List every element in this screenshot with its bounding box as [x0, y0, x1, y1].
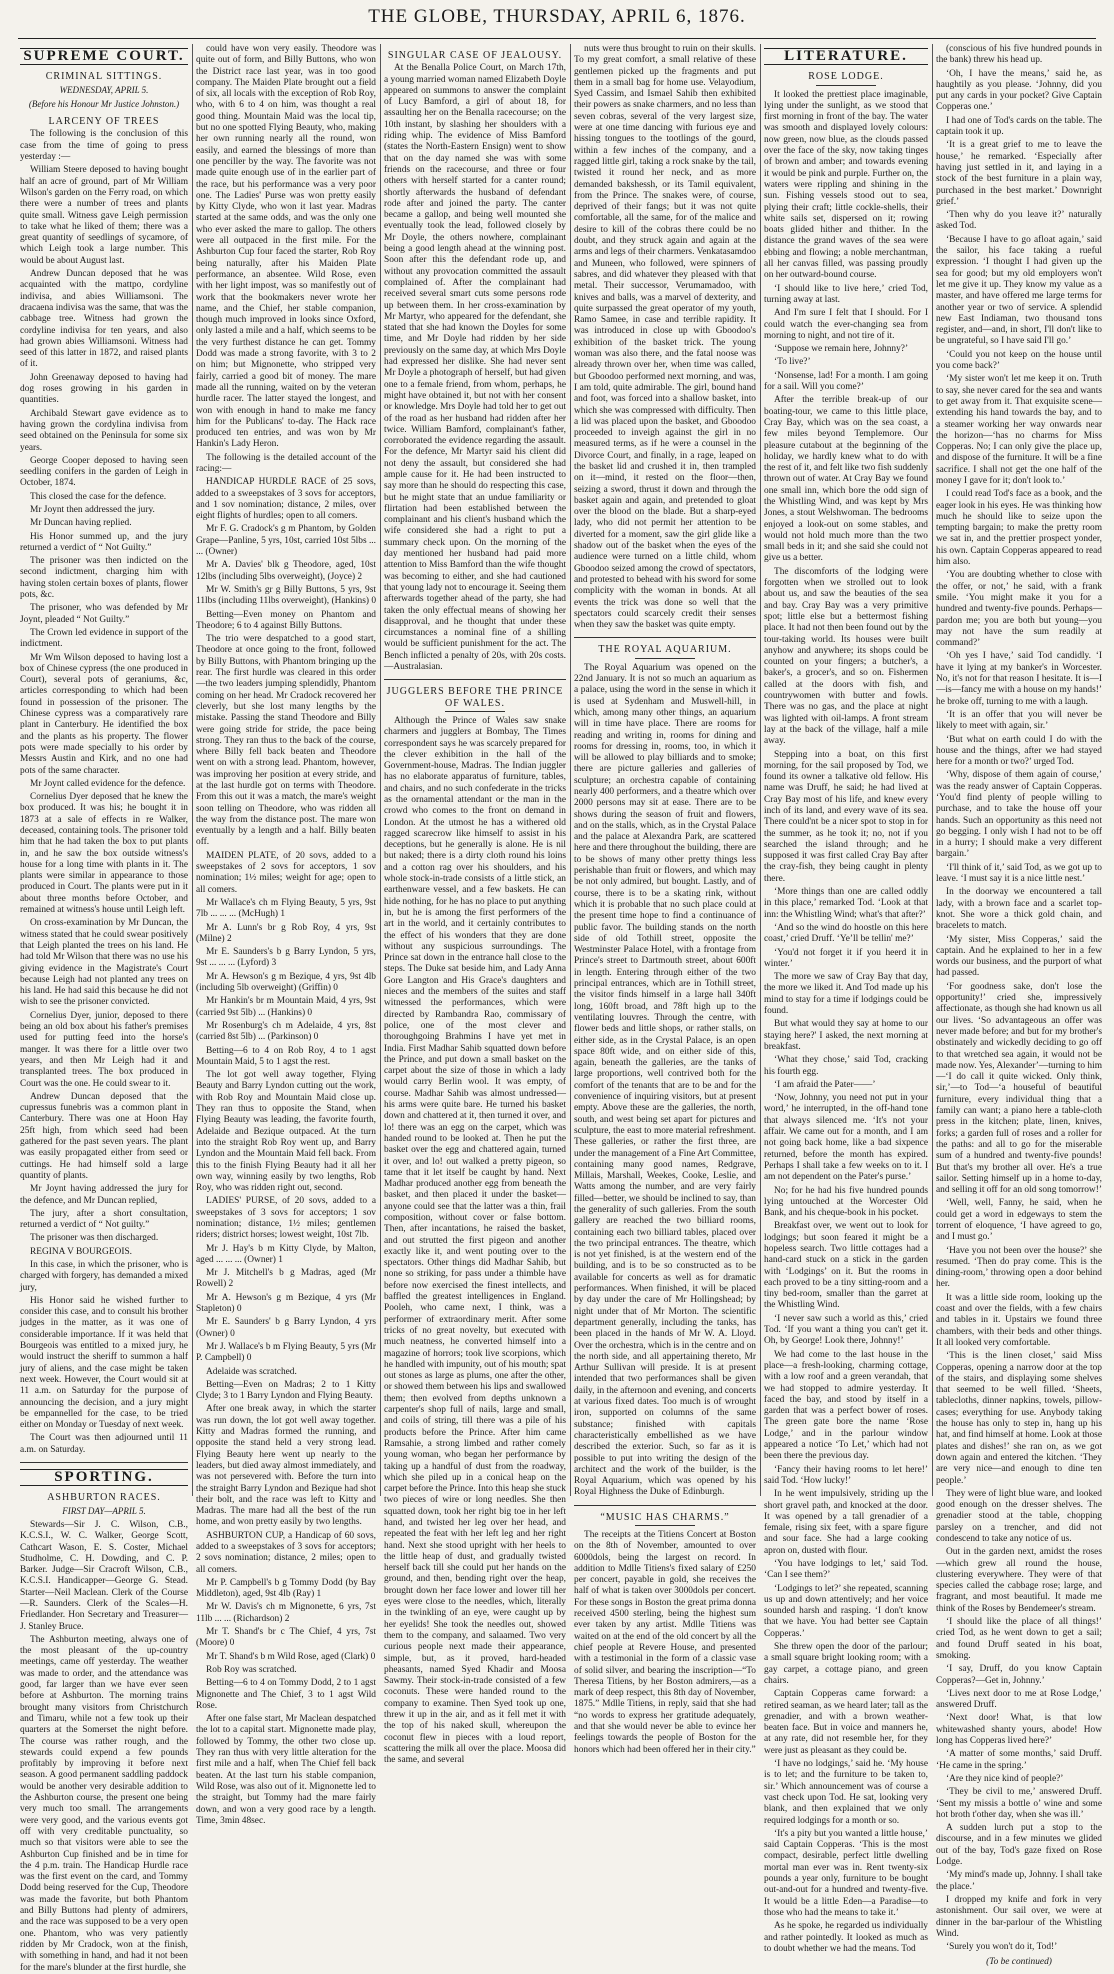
- paragraph: LADIES' PURSE, of 20 sovs, added to a sweepstakes of 3 sovs for acceptors; 1 sov nomination; distance, 1½ miles; gentlemen riders; district horses; lowest weight, 10st 7lb.: [196, 1196, 376, 1241]
- paragraph: Mr T. Shand's b m Wild Rose, aged (Clark) 0: [206, 1651, 376, 1662]
- paragraph: The prisoner was then discharged.: [30, 1233, 159, 1244]
- article-body: [20, 129, 188, 1456]
- paragraph: ‘Then why do you leave it?’ naturally asked Tod.: [936, 210, 1102, 232]
- paragraph: ‘A matter of some months,’ said Druff. ‘He came in the spring.’: [936, 1749, 1102, 1771]
- paragraph: No; for he had his five hundred pounds lying untouched at the Worcester Old Bank, and his cheque-book in his pocket.: [764, 1185, 928, 1219]
- paragraph: ‘Could you not keep on the house until you come back?’: [936, 349, 1102, 372]
- paragraph: ‘And so the wind do hoostle on this here coast,’ cried Druff. ‘Ye’ll be tellin' me?’: [764, 922, 928, 945]
- paragraph: Stewards—Sir J. C. Wilson, C.B., K.C.S.I., W. C. Walker, George Scott, Cathcart Wason, E. S. Coster, Michael Studholme, C. H. Dowding, and C. P. Barker. Judge—Sir Cracroft Wilson, C.B., K.C.S.I. Handicapper—George G. Stead. Starter—Neil Maclean. Clerk of the Course—R. Saunders. Clerk of the Scales—H. Friedlander. Hon Secretary and Treasurer—J. Stanley Bruce.: [20, 1519, 188, 1632]
- paragraph: His Honor said he wished further to consider this case, and to consult his brother judges in the matter, as it was one of considerable importance. If it was held that Bourgeois was entitled to a mixed jury, he would instruct the sheriff to summon a half jury of aliens, and the case might be taken next week. However, the Court would sit at 11 a.m. on Saturday for the purpose of announcing the decision, and a jury might be empannelled for the case, to be tried either on Monday or Tuesday of next week.: [20, 1295, 188, 1431]
- column-6: [936, 44, 1102, 1968]
- paragraph: ‘Lodgings to let?’ she repeated, scanning us up and down attentively; and her voice sounded harsh and rasping. ‘I don't know that we have. You had better see Captain Copperas.’: [764, 1583, 928, 1639]
- paragraph: I could read Tod's face as a book, and the eager look in his eyes. He was thinking how much he should like to seize upon the tempting bargain; to make the pretty room we sat in, and the prettier prospect yonder, his own. Captain Copperas appeared to read him also.: [936, 489, 1102, 568]
- paragraph: Although the Prince of Wales saw snake charmers and jugglers at Bombay, The Times correspondent says he was scarcely prepared for the clever exhibition in the hall of the Government-house, Madras. The Indian juggler has no elaborate apparatus of furniture, tables, and chairs, and no such confederate in the tricks as the ornamental attendant or the man in the crowd who comes to the front on demand in London. At the utmost he has a withered old ragged scarecrow like himself to assist in his deceptions, but he generally is alone. He is nil but naked; there is a dirty cloth round his loins and a cotton rag over his shoulders, and his whole stock-in-trade consists of a little stick, an earthenware vessel, and a few baskets. He can hide nothing, for he has no place to put anything in, but he is among the first performers of the art in the world, and it certainly contributes to the effect of his wonders that they are done without any suspicious surroundings. The Prince sat down in the entrance hall close to the steps. The Duke sat beside him, and Lady Anna Gore Langton and His Grace's daughters and nieces and the members of the suites and staff witnessed the performances, which were directed by Rambandra Rao, commissary of police, one of the most clever and thoroughgoing Brahmins I have yet met in India. First Madhar Sahib squatted down before the Prince, and put down a small basket on the carpet about the size of those in which a lady would carry Berlin wool. It was empty, of course. Madhar Sahib was almost undressed—his arms were quite bare. He turned his basket down and chattered at it, then turned it over, and lo! there was an egg on the carpet, which was handed round to be looked at. Then he put the basket over the egg and chattered again, turned it over, and lo! out walked a pretty pigeon, so tame that it let itself be caught by hand. Next Madhar produced another egg from beneath the basket, and then placed it under the basket—anyone could see that the latter was a thin, frail composition, without cover or false bottom. Then, after incantations, he raised the basket, and out strutted the first pigeon and another exactly like it, and went pouting over to the spectators. Other things did Madhar Sahib, but none so striking, for pass under a thimble have before now exercised the finest intellects, and baffled the greatest intelligences in England. Pooleh, who came next, I think, was a performer of extraordinary merit. After some tricks of no great novelty, but executed with much neatness, he converted himself into a magazine of horrors; took live scorpions, which he handled with impunity, out of his mouth; spat out stones as large as plums, one after the other, or showed them between his lips and swallowed them; then evolved from depths unknown a carpenter's shop full of nails, large and small, and coils of string, till there was a pile of his products before the Prince. After him came Ramsahie, a strong limbed and rather comely young woman, who began her performance by taking up a handful of dust from the roadway, which she piled up in a conical heap on the carpet before the Prince. Into this heap she stuck two pieces of wire or long needles. She then squatted down, took her right big toe in her left hand, and twisted her leg over her head, and repeated the feat with her left leg and her right hand. Next she stood upright with her heels to the little heap of dust, and gradually twisted herself back till she could put her hands on the ground, and then, bending right over the heap, brought down her face lower and lower till her eyes were close to the needles, which, literally in the twinkling of an eye, were caught up by her eyelids! She took the needles out, showed them to the company, and salaamed. Two very curious people next made their appearance, simple, but, as it proved, hard-headed pheasants, named Syed Khadir and Moosa Sawmy. Their stock-in-trade consisted of a few coconuts. These were handed round to the company to examine. Then Syed took up one, threw it up in the air, and as it fell met it with the top of his naked skull, whereupon the coconut flew in pieces with a loud report, scattering the milk all over the place. Moosa did the same, and several: [384, 715, 566, 1766]
- paragraph: It looked the prettiest place imaginable, lying under the sunlight, as we stood that first morning in front of the bay. The water was smooth and displayed lovely colours: now green, now blue, as the clouds passed over the face of the sky, now taking tinges of brown and amber; and towards evening it would be pink and purple. Further on, the waters were rippling and shining in the sun. Fishing vessels stood out to sea, plying their craft; little cockle-shells, their white sails set, dispersed on it; rowing boats glided hither and thither. In the distance the grand waves of the sea were ebbing and flowing; a noble merchantman, all her canvas filled, was passing proudly on her outward-bound course.: [764, 89, 928, 281]
- paragraph: ‘They be civil to me,’ answered Druff. ‘Sent my missis a bottle o’ wine and some hot broth t'other day, when she was ill.’: [936, 1787, 1102, 1820]
- paragraph: They were of light blue ware, and looked good enough on the dresser shelves. The grenadier stood at the table, chopping parsley on a trencher, and did not condescend to take any notice of us.: [936, 1488, 1102, 1544]
- paragraph: On cross-examination by Mr Duncan, the witness stated that he could swear positively that Leigh planted the trees on his land. He had told Mr Wilson that there was no use his giving evidence in the Magistrate's Court because Leigh had not planted any trees on his land. He had said this because he did not wish to see the prisoner convicted.: [20, 918, 188, 1008]
- paragraph: The jury, after a short consultation, returned a verdict of “ Not guilty.”: [20, 1208, 188, 1231]
- paragraph: REGINA V BOURGEOIS.: [30, 1246, 133, 1257]
- column-2: [196, 44, 377, 1826]
- paragraph: ‘Because I have to go afloat again,’ said the sailor, his face taking a rueful expression. ‘I thought I had given up the sea for good; but my old employers won't let me give it up. They know my value as a master, and have offered me large terms for another year or two of service. A splendid new East Indiaman, two thousand tons register, and—and, in short, I'll don't like to be ungrateful, so I have said I'll go.’: [936, 234, 1102, 347]
- paragraph: William Steere deposed to having bought half an acre of ground, part of Mr William Wilson's garden on the Ferry road, on which there were a number of trees and plants quite small. Witness gave Leigh permission to take what he liked of them; there was a great quantity of seedlings of sycamore, of which Leigh took a large number. This would be about August last.: [20, 165, 188, 266]
- paragraph: I had one of Tod's cards on the table. The captain took it up.: [936, 115, 1102, 138]
- paragraph: Mr W. Smith's gr g Billy Buttons, 5 yrs, 9st 11lbs (including 11lbs overweight), (Hankins) 0: [196, 584, 377, 607]
- paragraph: George Cooper deposed to having seen seedling conifers in the garden of Leigh in October, 1874.: [20, 455, 188, 489]
- paragraph: Breakfast over, we went out to look for lodgings; but soon feared it might be a hopeless search. Two little cottages had a hand-card stuck on a stick in the garden with ‘Lodgings’ on it. But the rooms in each proved to be a tiny sitting-room and a tiny bed-room, smaller than the garret at the Whistling Wind.: [764, 1221, 928, 1311]
- paragraph: ‘I am afraid the Pater——’: [774, 1079, 876, 1090]
- article-body: [936, 44, 1102, 1953]
- paragraph: The trio were despatched to a good start, Theodore at once going to the front, followed by Billy Buttons, with Phantom bringing up the rear. The first hurdle was cleared in this order—the two leaders jumping splendidly, Phantom coming on her head. Mr Cradock recovered her cleverly, but she lost many lengths by the mistake. Passing the stand Theodore and Billy were going stride for stride, the pace being strong. They ran thus to the back of the course, where Billy fell back beaten and Theodore went on with a strong lead. Phantom, however, was improving her position at every stride, and at the last hurdle got on terms with Theodore. From this out it was a match, the mare's weight soon telling on Theodore, who was ridden all the way from the distance post. The mare won eventually by a length and a half. Billy beaten off.: [196, 634, 376, 848]
- paragraph: The Court was then adjourned until 11 a.m. on Saturday.: [20, 1433, 188, 1455]
- title-rule: [635, 658, 695, 659]
- paragraph: ‘It's a pity but you wanted a little house,’ said Captain Copperas. ‘This is the most compact, desirable, perfect little dwelling mortal man ever was in. Rent twenty-six pounds a year only, furniture to be bought out-and-out for a hundred and twenty-five. It would be a little Eden—a Paradise—to those who had the means to take it.’: [764, 1828, 928, 1918]
- paragraph: ‘Well, well, Fanny, he said, when he could get a word in edgeways to stem the torrent of eloquence, ‘I have agreed to go, and I must go.’: [936, 1198, 1102, 1243]
- paragraph: Captain Copperas came forward: a retired seaman, as we heard later; tall as the grenadier, and with a brown weather-beaten face. But in voice and manners he, at any rate, did not resemble her, for they were just as pleasant as they could be.: [764, 1689, 928, 1756]
- paragraph: Mr Hankin's br m Mountain Maid, 4 yrs, 9st (carried 9st 5lb) ... (Hankins) 0: [196, 996, 376, 1018]
- paragraph: ‘My sister won't let me keep it on. Truth to say, she never cared for the sea and wants to get away from it. That exquisite scene—extending his hand towards the bay, and to a steamer working her way onwards near the horizon—‘has no charms for Miss Copperas. No; I can only give the place up, and dispose of the furniture. It will be a fine sacrifice. I shall not get the one half of the money I gave for it; don't look to.’: [936, 374, 1102, 486]
- paragraph: Betting—Even on Madras; 2 to 1 Kitty Clyde; 3 to 1 Barry Lyndon and Flying Beauty.: [196, 1379, 376, 1402]
- column-divider: [760, 44, 761, 1496]
- paragraph: Mr Duncan having replied.: [30, 518, 132, 529]
- paragraph: HANDICAP HURDLE RACE of 25 sovs, added to a sweepstakes of 3 sovs for acceptors, and 1 sov nomination; distance, 2 miles, over eight flights of hurdles; open to all comers.: [196, 477, 376, 522]
- paragraph: Mr J. Mitchell's b g Madras, aged (Mr Rowell) 2: [196, 1268, 376, 1290]
- paragraph: I dropped my knife and fork in very astonishment. Our sail over, we were at dinner in the bar-parlour of the Whistling Wind.: [936, 1894, 1102, 1939]
- paragraph: In the doorway we encountered a tall lady, with a brown face and a scarlet top-knot. She wore a thick gold chain, and bracelets to match.: [936, 887, 1102, 932]
- paragraph: Mr E. Saunders' b g Barry Lyndon, 4 yrs (Owner) 0: [196, 1317, 376, 1339]
- paragraph: Cornelius Dyer deposed that he knew the box produced. It was his; he bought it in 1873 at a sale of effects in re Walker, deceased, containing tools. The prisoner told him that he had taken the box to put plants in, and he saw the box outside witness's house for a long time with plants in it. The plants were similar in appearance to those produced in Court. The plants were put in it about three months before October, and remained at witness's house until Leigh left.: [20, 792, 188, 916]
- article-body: [384, 716, 566, 1767]
- paragraph: ‘My mind's made up, Johnny. I shall take the place.’: [936, 1870, 1102, 1892]
- article-title: SINGULAR CASE OF JEALOUSY.: [387, 50, 563, 61]
- paragraph: Archibald Stewart gave evidence as to having grown the cordylina indivisa from seed obtained on the Peninsula for some six years.: [20, 408, 188, 453]
- article-body: [196, 44, 376, 1827]
- paragraph: ‘My sister, Miss Copperas,’ said the captain. And he explained to her in a few words our business, and the purport of what had passed.: [936, 934, 1102, 979]
- paragraph: We had come to the last house in the place—a fresh-looking, charming cottage, with a low roof and a green verandah, that we had stopped to admire yesterday. It faced the bay, and stood by itself in a garden that was a perfect bower of roses. The green gate bore the name ‘Rose Lodge,’ and in the parlour window appeared a notice ‘To Let,’ which had not been there the previous day.: [764, 1349, 928, 1462]
- paragraph: Betting—6 to 4 on Rob Roy, 4 to 1 agst Mountain Maid, 5 to 1 agst the rest.: [196, 1045, 376, 1067]
- paragraph: ‘I should like the place of all things!’ cried Tod, as he went down to get a sail; and found Druff seated in his boat, smoking.: [936, 1617, 1102, 1661]
- paragraph: Mr F. G. Cradock's g m Phantom, by Golden Grape—Panline, 5 yrs, 10st, carried 10st 5lbs ... ... (Owner): [196, 524, 376, 558]
- paragraph: Mr J. Wallace's b m Flying Beauty, 5 yrs (Mr P. Campbell) 0: [196, 1341, 376, 1364]
- paragraph: ASHBURTON CUP, a Handicap of 60 sovs, added to a sweepstakes of 3 sovs for acceptors; 2 sovs nomination; distance, 2 miles; open to all comers.: [196, 1530, 376, 1575]
- article-title: ROSE LODGE.: [808, 71, 884, 83]
- paragraph: Andrew Duncan deposed that the cupressus funebris was a common plant in Canterbury. There was one at Hoon Hay 25ft high, from which seed had been gathered for the past seven years. The plant was easily propagated either from seed or cuttings. He had himself sold a large quantity of plants.: [20, 1091, 188, 1181]
- paragraph: At the Benalla Police Court, on March 17th, a young married woman named Elizabeth Doyle appeared on summons to answer the complaint of Lucy Bamford, a girl of about 18, for assaulting her on the Benalla racecourse; on the 10th instant, by slashing her shoulders with a riding whip. The evidence of Miss Bamford (states the North-Eastern Ensign) went to show that on the day named she was with some friends on the racecourse, and three or four others with herself started for a canter round; shortly afterwards the husband of defendant rode after and joined the party. The canter became a gallop, and being well mounted she eventually took the lead, followed closely by Mr Doyle, the others nowhere, complainant being a good length ahead at the winning post. Soon after this the defendant rode up, and without any provocation committed the assault complained of. After the complainant had received several smart cuts some persons rode up between them. In her cross-examination by Mr Martyr, who appeared for the defendant, she stated that she had known the Doyles for some time, and Mr Doyle had ridden by her side previously on the same day, at which Mrs Doyle had expressed her dislike. She had never sent Mr Doyle a photograph of herself, but had given one to a female friend, from whom, perhaps, he might have obtained it, but not with her consent or knowledge. Mrs Doyle had told her to get out of the road as her husband had ridden after her twice. William Bamford, complainant's father, corroborated the evidence regarding the assault. For the defence, Mr Martyr said his client did not deny the assault, but considered she had ample cause for it. He had been instructed to say more than he should do respecting this case, but he might state that an undue familiarity or flirtation had been established between the complainant and his client's husband which the wife considered she had a right to put a summary check upon. On the morning of the day mentioned her husband had paid more attention to Miss Bamford than the wife thought was becoming to either, and she had cautioned that young lady not to encourage it. Seeing them afterwards together ahead of the party, she had taken the only effectual means of showing her disapproval, and he thought that under these circumstances a nominal fine of a shilling would be sufficient punishment for the act. The Bench inflicted a penalty of 20s, with 20s costs.—Australasian.: [384, 63, 566, 673]
- paragraph: (conscious of his five hundred pounds in the bank) threw his head up.: [936, 44, 1102, 66]
- subheading: CRIMINAL SITTINGS.: [45, 71, 163, 83]
- paragraph: The lot got well away together, Flying Beauty and Barry Lyndon cutting out the work, with Rob Roy and Mountain Maid close up. They ran thus to opposite the Stand, when Flying Beauty was leading, the favorite fourth, Adelaide and Bezique outpaced. At the turn into the straight Rob Roy went up, and Barry Lyndon and the Mountain Maid fell back. From this to the finish Flying Beauty had it all her own way, winning easily by two lengths, Rob Roy, who was ridden right out, second.: [196, 1070, 376, 1194]
- paragraph: The following is the detailed account of the racing:—: [196, 452, 376, 474]
- paragraph: Stepping into a boat, on this first morning, for the sail proposed by Tod, we found its owner a talkative old fellow. His name was Druff, he said; he had lived at Cray Bay most of his life, and knew every inch of its land, and every wave of its sea. There could'nt be a nicer spot to stop in for the summer, as he took it; no, not if you searched the island through; and he supposed it was first called Cray Bay after the cray-fish, they being caught in plenty there.: [764, 749, 928, 884]
- paragraph: Mr A. Hewson's g m Bezique, 4 yrs (Mr Stapleton) 0: [196, 1292, 376, 1315]
- column-5: [764, 44, 928, 1954]
- paragraph: ‘Oh yes I have,’ said Tod candidly. ‘I have it lying at my banker's in Worcester. No, it's not for that reason I hesitate. It is—I—is—fancy me with a house on my hands!’ he broke off, turning to me with a laugh.: [936, 651, 1102, 707]
- paragraph: ‘You are doubting whether to close with the offer, or not,’ he said, with a frank smile. ‘You might make it you for a hundred and twenty-five pounds. Perhaps—pardon me; you are both but young—you may not have the sum readily at command?’: [936, 570, 1102, 649]
- paragraph: The discomforts of the lodging were forgotten when we strolled out to look about us, and saw the beauties of the sea and bay. Cray Bay was a very primitive spot; little else but a bettermost fishing place. It had not then been found out by the tour-taking world. Its houses were built anyhow and anywhere; its shops could be counted on your fingers; a butcher's, a baker's, a grocer's, and so on. Fishermen called at the doors with fish, and countrywomen with butter and fowls. There was no gas, and the place at night was lighted with oil-lamps. A front stream lay at the back of the village, half a mile away.: [764, 566, 928, 747]
- paragraph: In this case, in which the prisoner, who is charged with forgery, has demanded a mixed jury,: [20, 1259, 188, 1293]
- paragraph: ‘I say, Druff, do you know Captain Copperas?—Get in, Johnny.’: [936, 1664, 1102, 1686]
- column-1: [20, 44, 188, 1973]
- article-body: [20, 1520, 188, 1974]
- paragraph: A sudden lurch put a stop to the discourse, and in a few minutes we glided out of the bay, Tod's gaze fixed on Rose Lodge.: [936, 1823, 1102, 1868]
- paragraph: ‘More things than one are called oddly in this place,’ remarked Tod. ‘Look at that inn: the Whistling Wind; what's that after?’: [764, 887, 928, 920]
- paragraph: ‘I should like to live here,’ cried Tod, turning away at last.: [764, 283, 928, 305]
- paragraph: But what would they say at home to our staying here?' I asked, the next morning at breakfast.: [764, 1019, 928, 1052]
- title-rule: [445, 711, 505, 712]
- subheading: ASHBURTON RACES.: [47, 1492, 161, 1504]
- subheading: (Before his Honour Mr Justice Johnston.): [28, 98, 180, 109]
- article-separator: [384, 679, 566, 680]
- paragraph: Adelaide was scratched.: [206, 1366, 297, 1377]
- paragraph: Mr Wallace's ch m Flying Beauty, 5 yrs, 9st 7lb ... ... ... (McHugh) 1: [196, 897, 376, 920]
- column-divider: [192, 44, 193, 1496]
- paragraph: Cornelius Dyer, junior, deposed to there being an old box about his father's premises used for putting feed into the horse's manger. It was there for a little over two years, and then Mr Leigh had it and transplanted trees. The box produced in Court was the one. He could swear to it.: [20, 1010, 188, 1089]
- paragraph: MAIDEN PLATE, of 20 sovs, added to a sweepstakes of 2 sovs for acceptors, 1 sov nomination; 1½ miles; weight for age; open to all comers.: [196, 850, 376, 895]
- article-title: THE ROYAL AQUARIUM.: [598, 644, 732, 656]
- paragraph: Mr Joynt then addressed the jury.: [30, 504, 155, 515]
- paragraph: ‘Oh, I have the means,’ said he, as haughtily as you please. ‘Johnny, did you put any cards in your pocket? Give Captain Copperas one.’: [936, 68, 1102, 113]
- paragraph: ‘Fancy their having rooms to let here!’ said Tod. ‘How lucky!’: [764, 1464, 928, 1486]
- paragraph: ‘What they chose,’ said Tod, cracking his fourth egg.: [764, 1055, 928, 1077]
- paragraph: ‘Have you not been over the house?’ she resumed. ‘Then do pray come. This is the dining-room,’ throwing open a door behind her.: [936, 1245, 1102, 1290]
- paragraph: Out in the garden next, amidst the roses—which grew all round the house, clustering everywhere. They were of that species called the cabbage rose; large, and fragrant, and most beautiful. It made me think of the Roses by Bendemeer's stream.: [936, 1547, 1102, 1614]
- article-body: [574, 1530, 756, 1756]
- paragraph: ‘I'll think of it,’ said Tod, as we got up to leave. ‘I must say it is a nice little nest.’: [936, 862, 1102, 885]
- paragraph: The more we saw of Cray Bay that day, the more we liked it. And Tod made up his mind to stay for a time if lodgings could be found.: [764, 972, 928, 1017]
- paragraph: ‘For goodness sake, don't lose the opportunity!’ cried she, impressively affectionate, as though she had known us all our lives. ‘So advantageous an offer was never made before; and but for my brother's obstinately and wickedly deciding to go off to that wretched sea again, it would not be made now. Yes, Alexander’—turning to him—‘I do call it quite wicked. Only think, sir,’—to Tod—‘a houseful of beautiful furniture, every individual thing that a family can want; a piano here a table-cloth press in the kitchen; plate, linen, knives, forks; a garden full of roses and a roller for the paths: and all to go for the miserable sum of a hundred and twenty-five pounds! But that's my brother all over. He's a true sailor. Setting himself up in a home to-day, and selling it off for an old song tomorrow!’: [936, 981, 1102, 1196]
- column-3: [384, 44, 566, 1766]
- paragraph: Mr A. Davies' blk g Theodore, aged, 10st 12lbs (including 5lbs overweight), (Joyce) 2: [196, 560, 376, 582]
- column-divider: [932, 44, 933, 1496]
- paragraph: The following is the conclusion of this case from the time of going to press yesterday :—: [20, 129, 188, 163]
- paragraph: This closed the case for the defence.: [30, 491, 167, 502]
- article-separator: [574, 637, 756, 638]
- title-rule: [635, 1525, 695, 1526]
- paragraph: ‘Nonsense, lad! For a month. I am going for a sail. Will you come?’: [764, 370, 928, 393]
- paragraph: The Crown led evidence in support of the indictment.: [20, 627, 188, 650]
- paragraph: ‘It is a great grief to me to leave the house,’ he remarked. ‘Especially after having just settled in it, and laying in a stock of the best furniture in a plain way, purchased in the best market.’ Downright grief.’: [936, 140, 1102, 207]
- paragraph: nuts were thus brought to ruin on their skulls. To my great comfort, a small relative of these gentlemen picked up the fragments and put them in a small bag for home use. Velayodium, Syed Cassim, and Ismael Sahib then exhibited their powers as snake charmers, and no less than seven cobras, several of the very largest size, were at one time dancing with furious eye and hissing tongues to the tootlings of the gourd, within a few inches of the company, and a ragged little girl, taking a rock snake by the tail, twisted it round her neck, and as more demanded bakshessh, or its Tamil equivalent, from the Prince. The snakes were, of course, deprived of their fangs; but it was not quite comfortable, all the same, for of the malice and desire to kill of the cobras there could be no doubt, and they struck again and again at the arms and legs of their charmers. Venkatasamdoo and Muneen, who followed, were spinners of sabres, and did whatever they pleased with that metal. Their successor, Verumamadoo, with knives and balls, was a marvel of dexterity, and quite surpassed the great operator of my youth, Ramo Samee, in case and terrible rapidity. It was introduced in close up with Gboodoo's exhibition of the basket trick. The young woman was also there, and the fatal noose was already thrown over her, when time was called, but Gboodoo performed next morning, and was, I am told, quite admirable. The girl, bound hand and foot, was forced into a shallow basket, into which she was compressed with difficulty. Then a lid was placed upon the basket, and Gboodoo proceeded to inveigh against the girl in no measured terms, as if he were a counsel in the Divorce Court, and finally, in a rage, leaped on the basket lid and crushed it in, then trampled on it—mind, it rested on the floor—then, seizing a sword, thrust it down and through the basket again and again, and pretended to gloat over the blood on the blade. But a sharp-eyed lady, who did not permit her attention to be diverted for a moment, saw the girl glide like a shadow out of the basket when the eyes of the audience were turned on a little child, whom Gboodoo seized among the crowd of spectators, and protested to behead with his sword for some complicity with the woman in bonds. At all events the trick was done so well that the spectators could scarcely credit their senses when they saw the basket was quite empty.: [574, 44, 756, 631]
- subheading: FIRST DAY—APRIL 5.: [62, 1505, 146, 1516]
- paragraph: Mr P. Campbell's b g Tommy Dodd (by Bay Middleton), aged, 9st 4lb (Ray) 1: [196, 1577, 376, 1600]
- section-title: LITERATURE.: [764, 48, 928, 65]
- paragraph: It was a little side room, looking up the coast and over the fields, with a few chairs and tables in it. Upstairs we found three chambers, with their beds and other things. It all looked very comfortable.: [936, 1292, 1102, 1348]
- section-title: SUPREME COURT.: [20, 48, 188, 65]
- paragraph: After one false start, Mr Maclean despatched the lot to a capital start. Mignonette made play, followed by Tommy, the other two close up. They ran thus with very little alteration for the first mile and a half, when The Chief fell back beaten. At the last turn his stable companion, Wild Rose, was also out of it. Mignonette led to the straight, but Tommy had the mare fairly down, and won a very good race by a length. Time, 3min 48sec.: [196, 1714, 376, 1826]
- column-divider: [380, 44, 381, 1496]
- paragraph: After one break away, in which the starter was run down, the lot got well away together. Kitty and Madras formed the running, and opposite the stand held a very strong lead. Flying Beauty here went up nearly to the leaders, but died away almost immediately, and was not persevered with. Before the turn into the straight Barry Lyndon and Bezique had shot their bolt, and the race was left to Kitty and Madras. The mare had all the best of the run home, and won pretty easily by two lengths.: [196, 1404, 376, 1528]
- paragraph: The Royal Aquarium was opened on the 22nd January. It is not so much an aquarium as a palace, using the word in the sense in which it is used at Sydenham and Muswell-hill, in which, among many other things, an aquarium will in time have place. There are rooms for reading and writing in, rooms for dining and rooms for dressing in, rooms, too, in which it will be allowed to play billiards and to smoke; there are picture galleries and galleries of sculpture; an orchestra capable of containing nearly 400 performers, and a theatre which over 2000 persons may sit at ease. There are to be shows during the season of fruit and flowers, and on the stalls, which, as in the Crystal Palace and the palace at Alexandra Park, are scattered here and there throughout the building, there are to be shows of many other pretty things less perishable than fruit or flowers, and which may be not only admired, but bought. Lastly, and of course, there is to be a skating rink, without which it is probable that no such place could at the present time hope to find a continuance of public favor. The building stands on the north side of old Tothill street, opposite the Westminster Palace Hotel, with a frontage from Prince's street to Dartmouth street, about 600ft in length. Entering through either of the two principal entrances, which are in Tothill street, the visitor finds himself in a large hall 340ft long, 160ft broad, and 78ft high up to the ventilating louvres. Through the centre, with flower beds and little shops, or rather stalls, on either side, as in the Crystal Palace, is an open space 80ft wide, and on either side of this, again, beneath the galleries, are the tanks of large proportions, well contrived both for the comfort of the tenants that are to be and for the convenience of inquiring visitors, but at present empty. Above these are the galleries, the north, south, and west being set apart for pictures and sculpture, the east to more material refreshment. These galleries, or rather the first three, are under the management of a Fine Art Committee, containing many good names, Redgrave, Millais, Marshall, Weekes, Cooke, Leslie, and Watts among the number, and are very fairly filled—better, we should be inclined to say, than the generality of such galleries. From the south gallery are reached the two billiard rooms, containing each two billiard tables, placed over the two principal entrances. The theatre, which is not yet finished, is at the western end of the building, and is to be so constructed as to be available for concerts as well as for dramatic performances. When finished, it will be placed by day under the care of Mr Hollingshead; by night under that of Mr Morton. The scientific department generally, including the tanks, has been placed in the hands of Mr W. A. Lloyd. Over the orchestra, which is in the centre and on the north side, and all appertaining thereto, Mr Arthur Sullivan will preside. It is at present intended that two performances shall be given daily, in the afternoon and evening, and concerts at various fixed dates. Too much is of wrought iron, supported on columns of the same substance; finished with capitals characteristically embellished as we have described the exterior. Such, so far as it is possible to put into writing the design of the architect and the work of the builder, is the Royal Aquarium, which was opened by his Royal Highness the Duke of Edinburgh.: [574, 662, 756, 1498]
- paragraph: ‘Are they nice kind of people?’: [946, 1773, 1064, 1784]
- paragraph: Mr Wm Wilson deposed to having lost a box of Chinese cypress (the one produced in Court), several pots of geraniums, &c, articles corresponding to which had been found in possession of the prisoner. The Chinese cypress was a comparatively rare plant in Canterbury. He identified the box and the plants as his property. The flower pots were made specially to his order by Messrs Austin and Kirk, and no one had pots of the same character.: [20, 652, 188, 776]
- paragraph: The prisoner, who was defended by Mr Joynt, pleaded “ Not Guilty.”: [20, 603, 188, 625]
- column-4: [574, 44, 756, 1755]
- paragraph: She threw open the door of the parlour; a small square bright looking room; with a gay carpet, a cottage piano, and green chairs.: [764, 1642, 928, 1686]
- paragraph: Mr E. Saunders's b g Barry Lyndon, 5 yrs, 9st ... ... ... (Lyford) 3: [196, 947, 376, 969]
- paragraph: ‘It is an offer that you will never be likely to meet with again, sir.’: [936, 709, 1102, 732]
- paragraph: ‘I never saw such a world as this,’ cried Tod. ‘If you want a thing you can't get it. Oh, by George! Look there, Johnny!’: [764, 1313, 928, 1347]
- paragraph: Rob Roy was scratched.: [206, 1664, 297, 1675]
- paragraph: The receipts at the Titiens Concert at Boston on the 8th of November, amounted to over 6000dols, being the largest on record. In addition to Mdlle Titiens's fixed salary of £250 per concert, payable in gold, she receives the half of what is taken over 3000dols per concert. For these songs in Boston the great prima donna received 4500 sterling, being the highest sum ever taken by any artist. Mdlle Titiens was waited on at the end of the old concert by all the chief people at Revere House, and presented with a testimonial in the form of a classic vase of solid silver, and bearing the inscription—“To Theresa Titiens, by her Boston admirers,—as a mark of deep respect, this 8th day of November, 1875.” Mdlle Titiens, in reply, said that she had “no words to express her gratitude adequately, and that she would never be able to evince her feelings towards the people of Boston for the honors which had been offered her in their city.”: [574, 1530, 756, 1755]
- paragraph: Mr Joynt having addressed the jury for the defence, and Mr Duncan replied,: [20, 1184, 188, 1206]
- paragraph: Mr W. Davis's ch m Mignonette, 6 yrs, 7st 11lb ... ... (Richardson) 2: [196, 1602, 376, 1624]
- paragraph: As he spoke, he regarded us individually and rather pointedly. It looked as much as to doubt whether we had the means. Tod: [764, 1921, 928, 1954]
- paragraph: Betting—6 to 4 on Tommy Dodd, 2 to 1 agst Mignonette and The Chief, 3 to 1 agst Wild Rose.: [196, 1678, 376, 1711]
- article-separator: [20, 1462, 188, 1463]
- article-title: JUGGLERS BEFORE THE PRINCE OF WALES.: [386, 686, 564, 709]
- paragraph: The Ashburton meeting, always one of the most pleasant of the up-country meetings, came off yesterday. The weather was made to order, and the attendance was good, far larger than we have ever seen before at Ashburton. The morning trains brought many visitors from Christchurch and Timaru, while not a few took up their quarters at the Somerset the night before. The course was rather rough, and the stewards could expend a few pounds profitably by improving it before next season. A good permanent saddling paddock would be another very desirable addition to the Ashburton course, the present one being very much too small. The arrangements were very good, and the various events got off with very creditable punctuality, so much so that visitors were able to see the Ashburton Cup finished and be in time for the 4 p.m. train. The Handicap Hurdle race was the first event on the card, and Tommy Dodd being reserved for the Cup, Theodore was made the favorite, but both Phantom and Billy Buttons had plenty of admirers, and the race was supposed to be a very open one. Phantom, who was very patiently ridden by Mr Cradock, won at the finish, with something in hand, and had it not been for the mare's blunder at the first hurdle, she: [20, 1634, 188, 1973]
- subheading: WEDNESDAY, APRIL 5.: [59, 84, 149, 95]
- article-body: [574, 663, 756, 1499]
- article-body: [764, 90, 928, 1956]
- paragraph: His Honor summed up, and the jury returned a verdict of “ Not Guilty.”: [20, 531, 188, 553]
- article-body: [384, 63, 566, 673]
- masthead-title: THE GLOBE, THURSDAY, APRIL 6, 1876.: [368, 6, 746, 27]
- paragraph: Mr J. Hay's b m Kitty Clyde, by Malton, aged ... ... ... (Owner) 1: [196, 1243, 376, 1265]
- paragraph: Mr Joynt called evidence for the defence.: [30, 778, 186, 789]
- masthead-rule: [18, 38, 1096, 39]
- section-title: SPORTING.: [20, 1469, 188, 1486]
- article-title: “MUSIC HAS CHARMS.”: [600, 1511, 730, 1523]
- paragraph: ‘Surely you won't do it, Tod!’: [946, 1942, 1058, 1953]
- paragraph: Mr T. Shand's br c The Chief, 4 yrs, 7st (Moore) 0: [196, 1627, 376, 1649]
- paragraph: could have won very easily. Theodore was quite out of form, and Billy Buttons, who won the District race last year, was in too good company. The Maiden Plate brought out a field of six, all locals with the exception of Rob Roy, who, with 6 to 4 on him, was thought a real good thing. Mountain Maid was the local tip, but no one spotted Flying Beauty, who, making her own running nearly all the round, won easily, and earned the blessings of more than one penciller by the way. The favorite was not made quite enough use of in the earlier part of the race, but his performance was a very poor one. The Ladies' Purse was won pretty easily by Kitty Clyde, who won it last year. Madras started at the same odds, and was the only one who ever asked the mare to gallop. The others were all outpaced in the first mile. For the Ashburton Cup four faced the starter, Rob Roy being naturally, after his Maiden Plate performance, an absentee. Wild Rose, even with her light impost, was so manifestly out of work that the bookmakers never wrote her name, and the Chief, her stable companion, though much improved in looks since Oxford, only lasted a mile and a half, which seems to be the very furthest distance he can get. Tommy Dodd was made a strong favorite, with 3 to 2 on him; but Mignonette, who stripped very fairly, carried a good bit of money. The mare made all the running, waited on by the veteran hurdle racer. The latter stayed the longest, and won with enough in hand to make me fancy him for the Publicans' to-day. The Hack race produced ten entries, and was won by Mr Hankin's Lady Heron.: [196, 44, 376, 450]
- paragraph: Betting—Even money on Phantom and Theodore; 6 to 4 against Billy Buttons.: [196, 609, 376, 631]
- subheading: LARCENY OF TREES: [48, 116, 160, 128]
- paragraph: ‘Why, dispose of them again of course,’ was the ready answer of Captain Copperas. ‘You'd find plenty of people willing to purchase, and to take the house off your hands. Such an opportunity as this need not go begging. I only wish I had not to be off in a hurry; I should make a very different bargain.’: [936, 770, 1102, 860]
- continued-note: (To be continued): [986, 1957, 1052, 1968]
- paragraph: Mr A. Lunn's br g Rob Roy, 4 yrs, 9st (Milne) 2: [196, 922, 376, 944]
- paragraph: Mr Rosenburg's ch m Adelaide, 4 yrs, 8st (carried 8st 5lb) ... (Parkinson) 0: [196, 1020, 376, 1043]
- column-divider: [570, 44, 571, 1496]
- article-separator: [574, 1505, 756, 1506]
- paragraph: ‘You have lodgings to let,’ said Tod. ‘Can I see them?’: [764, 1559, 928, 1581]
- paragraph: ‘Suppose we remain here, Johnny?’: [774, 344, 909, 355]
- paragraph: ‘Lives next door to me at Rose Lodge,’ answered Druff.: [936, 1688, 1102, 1711]
- paragraph: ‘Next door! What, is that low whitewashed shanty yours, abode! How long has Copperas lived here?’: [936, 1713, 1102, 1747]
- paragraph: And I'm sure I felt that I should. For I could watch the ever-changing sea from morning to night, and not tire of it.: [764, 308, 928, 341]
- paragraph: ‘Now, Johnny, you need not put in your word,’ he interrupted, in the off-hand tone that always silenced me. ‘It's not your affair. We came out for a month, and I am not going back home, like a bad sixpence returned, before the month has expired. Perhaps I shall take a few weeks on to it. I am not dependent on the Pater's purse.’: [764, 1093, 928, 1183]
- article-body: [574, 44, 756, 631]
- paragraph: John Greenaway deposed to having had dog roses growing in his garden in quantities.: [20, 372, 188, 406]
- paragraph: ‘I have no lodgings,’ said he. ‘My house is to let; and the furniture to be taken to, sir.’ Which announcement was of course a vast check upon Tod. He sat, looking very blank, and then explained that we only required lodgings for a month or so.: [764, 1759, 928, 1826]
- paragraph: ‘You'd not forget it if you heerd it in winter.’: [764, 947, 928, 969]
- paragraph: The prisoner was then indicted on the second indictment, charging him with having stolen certain boxes of plants, flower pots, &c.: [20, 556, 188, 601]
- paragraph: ‘To live?’: [774, 357, 811, 368]
- paragraph: In he went impulsively, striding up the short gravel path, and knocked at the door. It was opened by a tall grenadier of a female, rising six feet, with a spare figure and sour face. She had a large cooking apron on, dusted with flour.: [764, 1489, 928, 1556]
- paragraph: After the terrible break-up of our boating-tour, we came to this little place, Cray Bay, which was on the sea coast, a few miles beyond Templemore. Our pleasure cutabout at the beginning of the holiday, we hardly knew what to do with the rest of it, and felt like two fish suddenly thrown out of water. At Cray Bay we found one small inn, which bore the odd sign of the Whistling Wind, and was kept by Mrs Jones, a stout Welshwoman. The bedrooms enjoyed a look-out on some stables, and would not hold much more than the two small beds in it; and she said she could not give us a better.: [764, 395, 928, 564]
- paragraph: Andrew Duncan deposed that he was acquainted with the mattpo, cordyline indivisa, and abies Williamsoni. The dracaena indivisa was the same, that was the cabbage tree. Witness had grown the cordyline indivisa for ten years, and also had grown abies Williamsoni. Witness had seed of this latter in 1872, and raised plants of it.: [20, 269, 188, 370]
- paragraph: ‘This is the linen closet,’ said Miss Copperas, opening a narrow door at the top of the stairs, and displaying some shelves that seemed to be well filled. ‘Sheets, tablecloths, dinner napkins, towels, pillow-cases; everything for use. Anybody taking the house has only to step in, hang up his hat, and find himself at home. Look at those plates and dishes!’ she ran on, as we got down again and entered the kitchen. ‘They are very nice—and enough to dine ten people.’: [936, 1351, 1102, 1486]
- paragraph: Mr A. Hewson's g m Bezique, 4 yrs, 9st 4lb (including 5lb overweight) (Griffin) 0: [196, 971, 376, 994]
- title-rule: [816, 85, 876, 86]
- paragraph: ‘But what on earth could I do with the house and the things, after we had stayed here for a month or two?’ urged Tod.: [936, 734, 1102, 768]
